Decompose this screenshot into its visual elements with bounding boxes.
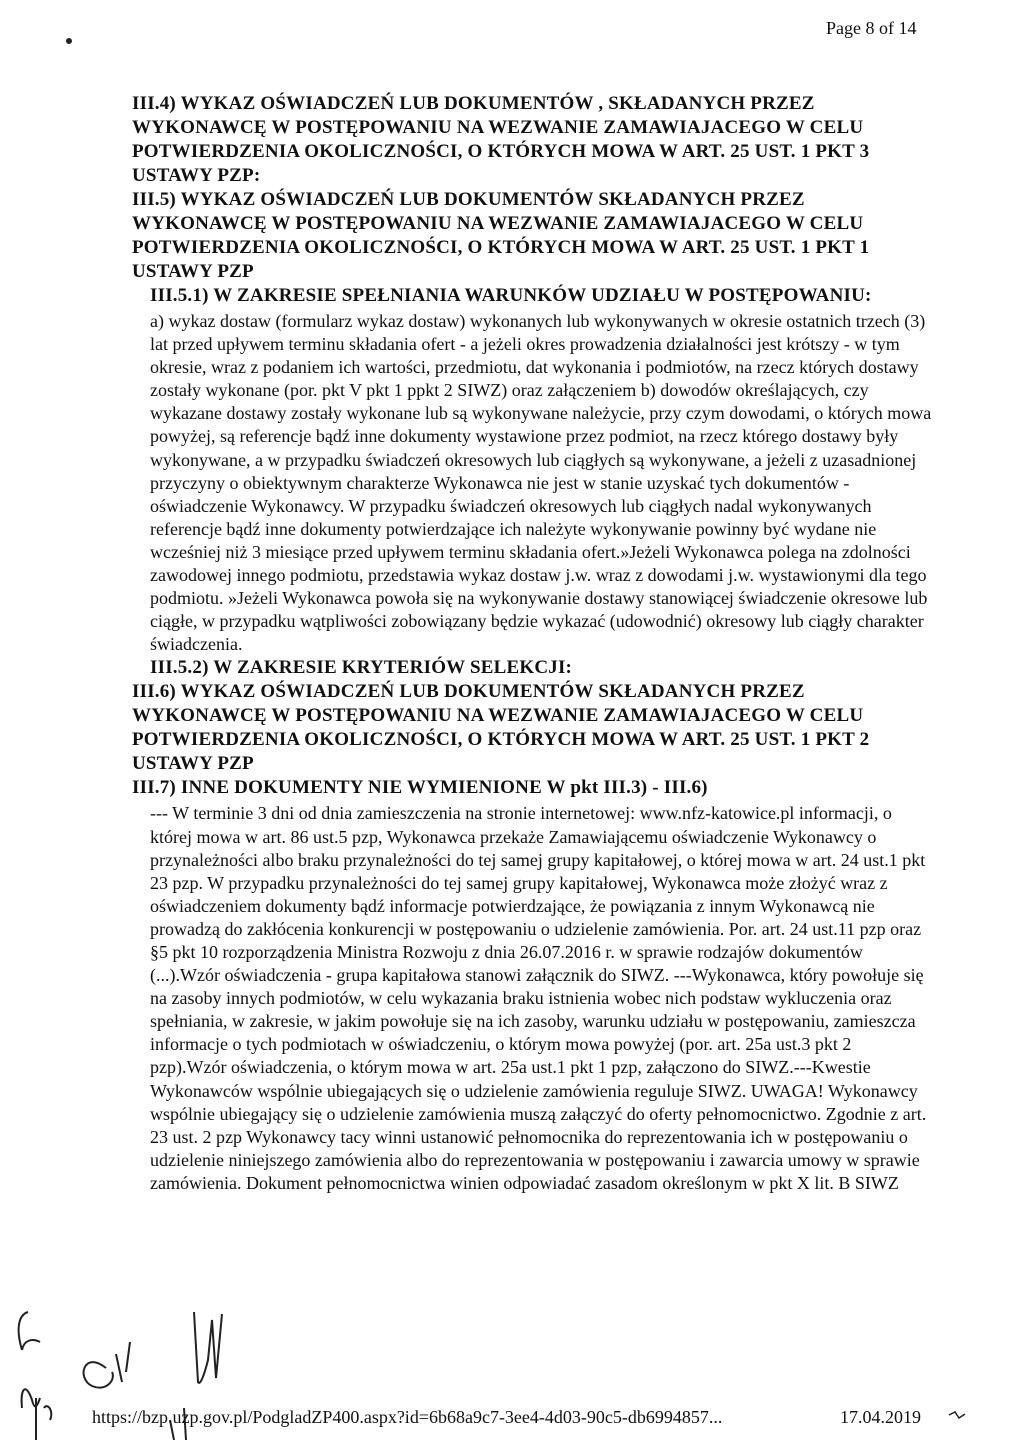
document-content [132, 92, 932, 1195]
page-number: Page 8 of 14 [826, 18, 917, 38]
scan-dot [66, 38, 72, 44]
section-iii5-heading: III.5) WYKAZ OŚWIADCZEŃ LUB DOKUMENTÓW SKŁADANYCH PRZEZ WYKONAWCĘ W POSTĘPOWANIU NA WEZWANIE ZAMAWIAJACEGO W CELU POTWIERDZENIA OKOLICZNOŚCI, O KTÓRYCH MOWA W ART. 25 UST. 1 PKT 1 USTAWY PZP [132, 189, 870, 282]
section-iii5-1-body: a) wykaz dostaw (formularz wykaz dostaw) wykonanych lub wykonywanych w okresie ostatnich trzech (3) lat przed upływem terminu składania ofert - a jeżeli okres prowadzenia działalności jest krótszy - w tym okresie, wraz z podaniem ich wartości, przedmiotu, dat wykonania i podmiotów, na rzecz których dostawy zostały wykonane (por. pkt V pkt 1 ppkt 2 SIWZ) oraz załączeniem b) dowodów określających, czy wykazane dostawy zostały wykonane lub są wykonywane należycie, przy czym dowodami, o których mowa powyżej, są referencje bądź inne dokumenty wystawione przez podmiot, na rzecz którego dostawy były wykonywane, a w przypadku świadczeń okresowych lub ciągłych są wykonywane, a jeżeli z uzasadnionej przyczyny o obiektywnym charakterze Wykonawca nie jest w stanie uzyskać tych dokumentów - oświadczenie Wykonawcy. W przypadku świadczeń okresowych lub ciągłych nadal wykonywanych referencje bądź inne dokumenty potwierdzające ich należyte wykonywanie powinny być wydane nie wcześniej niż 3 miesiące przed upływem terminu składania ofert.»Jeżeli Wykonawca polega na zdolności zawodowej innego podmiotu, przedstawia wykaz dostaw j.w. wraz z dowodami j.w. wystawionymi dla tego podmiotu. »Jeżeli Wykonawca powoła się na wykonywanie dostawy stanowiącej świadczenie okresowe lub ciągłe, w przypadku wątpliwości zobowiązany będzie wykazać (udowodnić) okresowy lub ciągły charakter świadczenia. [150, 311, 932, 655]
section-iii5-2-heading: III.5.2) W ZAKRESIE KRYTERIÓW SELEKCJI: [150, 657, 573, 679]
section-iii7-heading: III.7) INNE DOKUMENTY NIE WYMIENIONE W pkt III.3) - III.6) [132, 777, 708, 799]
section-iii6-heading: III.6) WYKAZ OŚWIADCZEŃ LUB DOKUMENTÓW SKŁADANYCH PRZEZ WYKONAWCĘ W POSTĘPOWANIU NA WEZWANIE ZAMAWIAJACEGO W CELU POTWIERDZENIA OKOLICZNOŚCI, O KTÓRYCH MOWA W ART. 25 UST. 1 PKT 2 USTAWY PZP [132, 681, 870, 775]
section-iii7-body: --- W terminie 3 dni od dnia zamieszczenia na stronie internetowej: www.nfz-katowice.pl informacji, o której mowa w art. 86 ust.5 pzp, Wykonawca przekaże Zamawiającemu oświadczenie Wykonawcy o przynależności albo braku przynależności do tej samej grupy kapitałowej, o której mowa w art. 24 ust.1 pkt 23 pzp. W przypadku przynależności do tej samej grupy kapitałowej, Wykonawca może złożyć wraz z oświadczeniem dokumenty bądź informacje potwierdzające, że powiązania z innym Wykonawcą nie prowadzą do zakłócenia konkurencji w postępowaniu o udzielenie zamówienia. Por. art. 24 ust.11 pzp oraz §5 pkt 10 rozporządzenia Ministra Rozwoju z dnia 26.07.2016 r. w sprawie rodzajów dokumentów (...).Wzór oświadczenia - grupa kapitałowa stanowi załącznik do SIWZ. ---Wykonawca, który powołuje się na zasoby innych podmiotów, w celu wykazania braku istnienia wobec nich podstaw wykluczenia oraz spełniania, w zakresie, w jakim powołuje się na ich zasoby, warunku udziału w postępowaniu, zamieszcza informacje o tych podmiotach w oświadczeniu, o którym mowa powyżej (por. art. 25a ust.3 pkt 2 pzp).Wzór oświadczenia, o którym mowa w art. 25a ust.1 pkt 1 pzp, załączono do SIWZ.---Kwestie Wykonawców wspólnie ubiegających się o udzielenie zamówienia reguluje SIWZ. UWAGA! Wykonawcy wspólnie ubiegający się o udzielenie zamówienia muszą załączyć do oferty pełnomocnictwo. Zgodnie z art. 23 ust. 2 pzp Wykonawcy tacy winni ustanowić pełnomocnika do reprezentowania ich w postępowaniu o udzielenie niniejszego zamówienia albo do reprezentowania w postępowaniu i zawarcia umowy w sprawie zamówienia. Dokument pełnomocnictwa winien odpowiadać zasadom określonym w pkt X lit. B SIWZ [150, 803, 927, 1193]
section-iii4-heading: III.4) WYKAZ OŚWIADCZEŃ LUB DOKUMENTÓW , SKŁADANYCH PRZEZ WYKONAWCĘ W POSTĘPOWANIU NA WEZWANIE ZAMAWIAJACEGO W CELU POTWIERDZENIA OKOLICZNOŚCI, O KTÓRYCH MOWA W ART. 25 UST. 1 PKT 3 USTAWY PZP: [132, 93, 870, 186]
source-url: https://bzp.uzp.gov.pl/PodgladZP400.aspx?id=6b68a9c7-3ee4-4d03-90c5-db6994857... [92, 1407, 723, 1427]
print-date: 17.04.2019 [840, 1407, 921, 1427]
section-iii5-1-heading: III.5.1) W ZAKRESIE SPEŁNIANIA WARUNKÓW UDZIAŁU W POSTĘPOWANIU: [150, 285, 872, 306]
scan-mark [948, 1410, 966, 1420]
